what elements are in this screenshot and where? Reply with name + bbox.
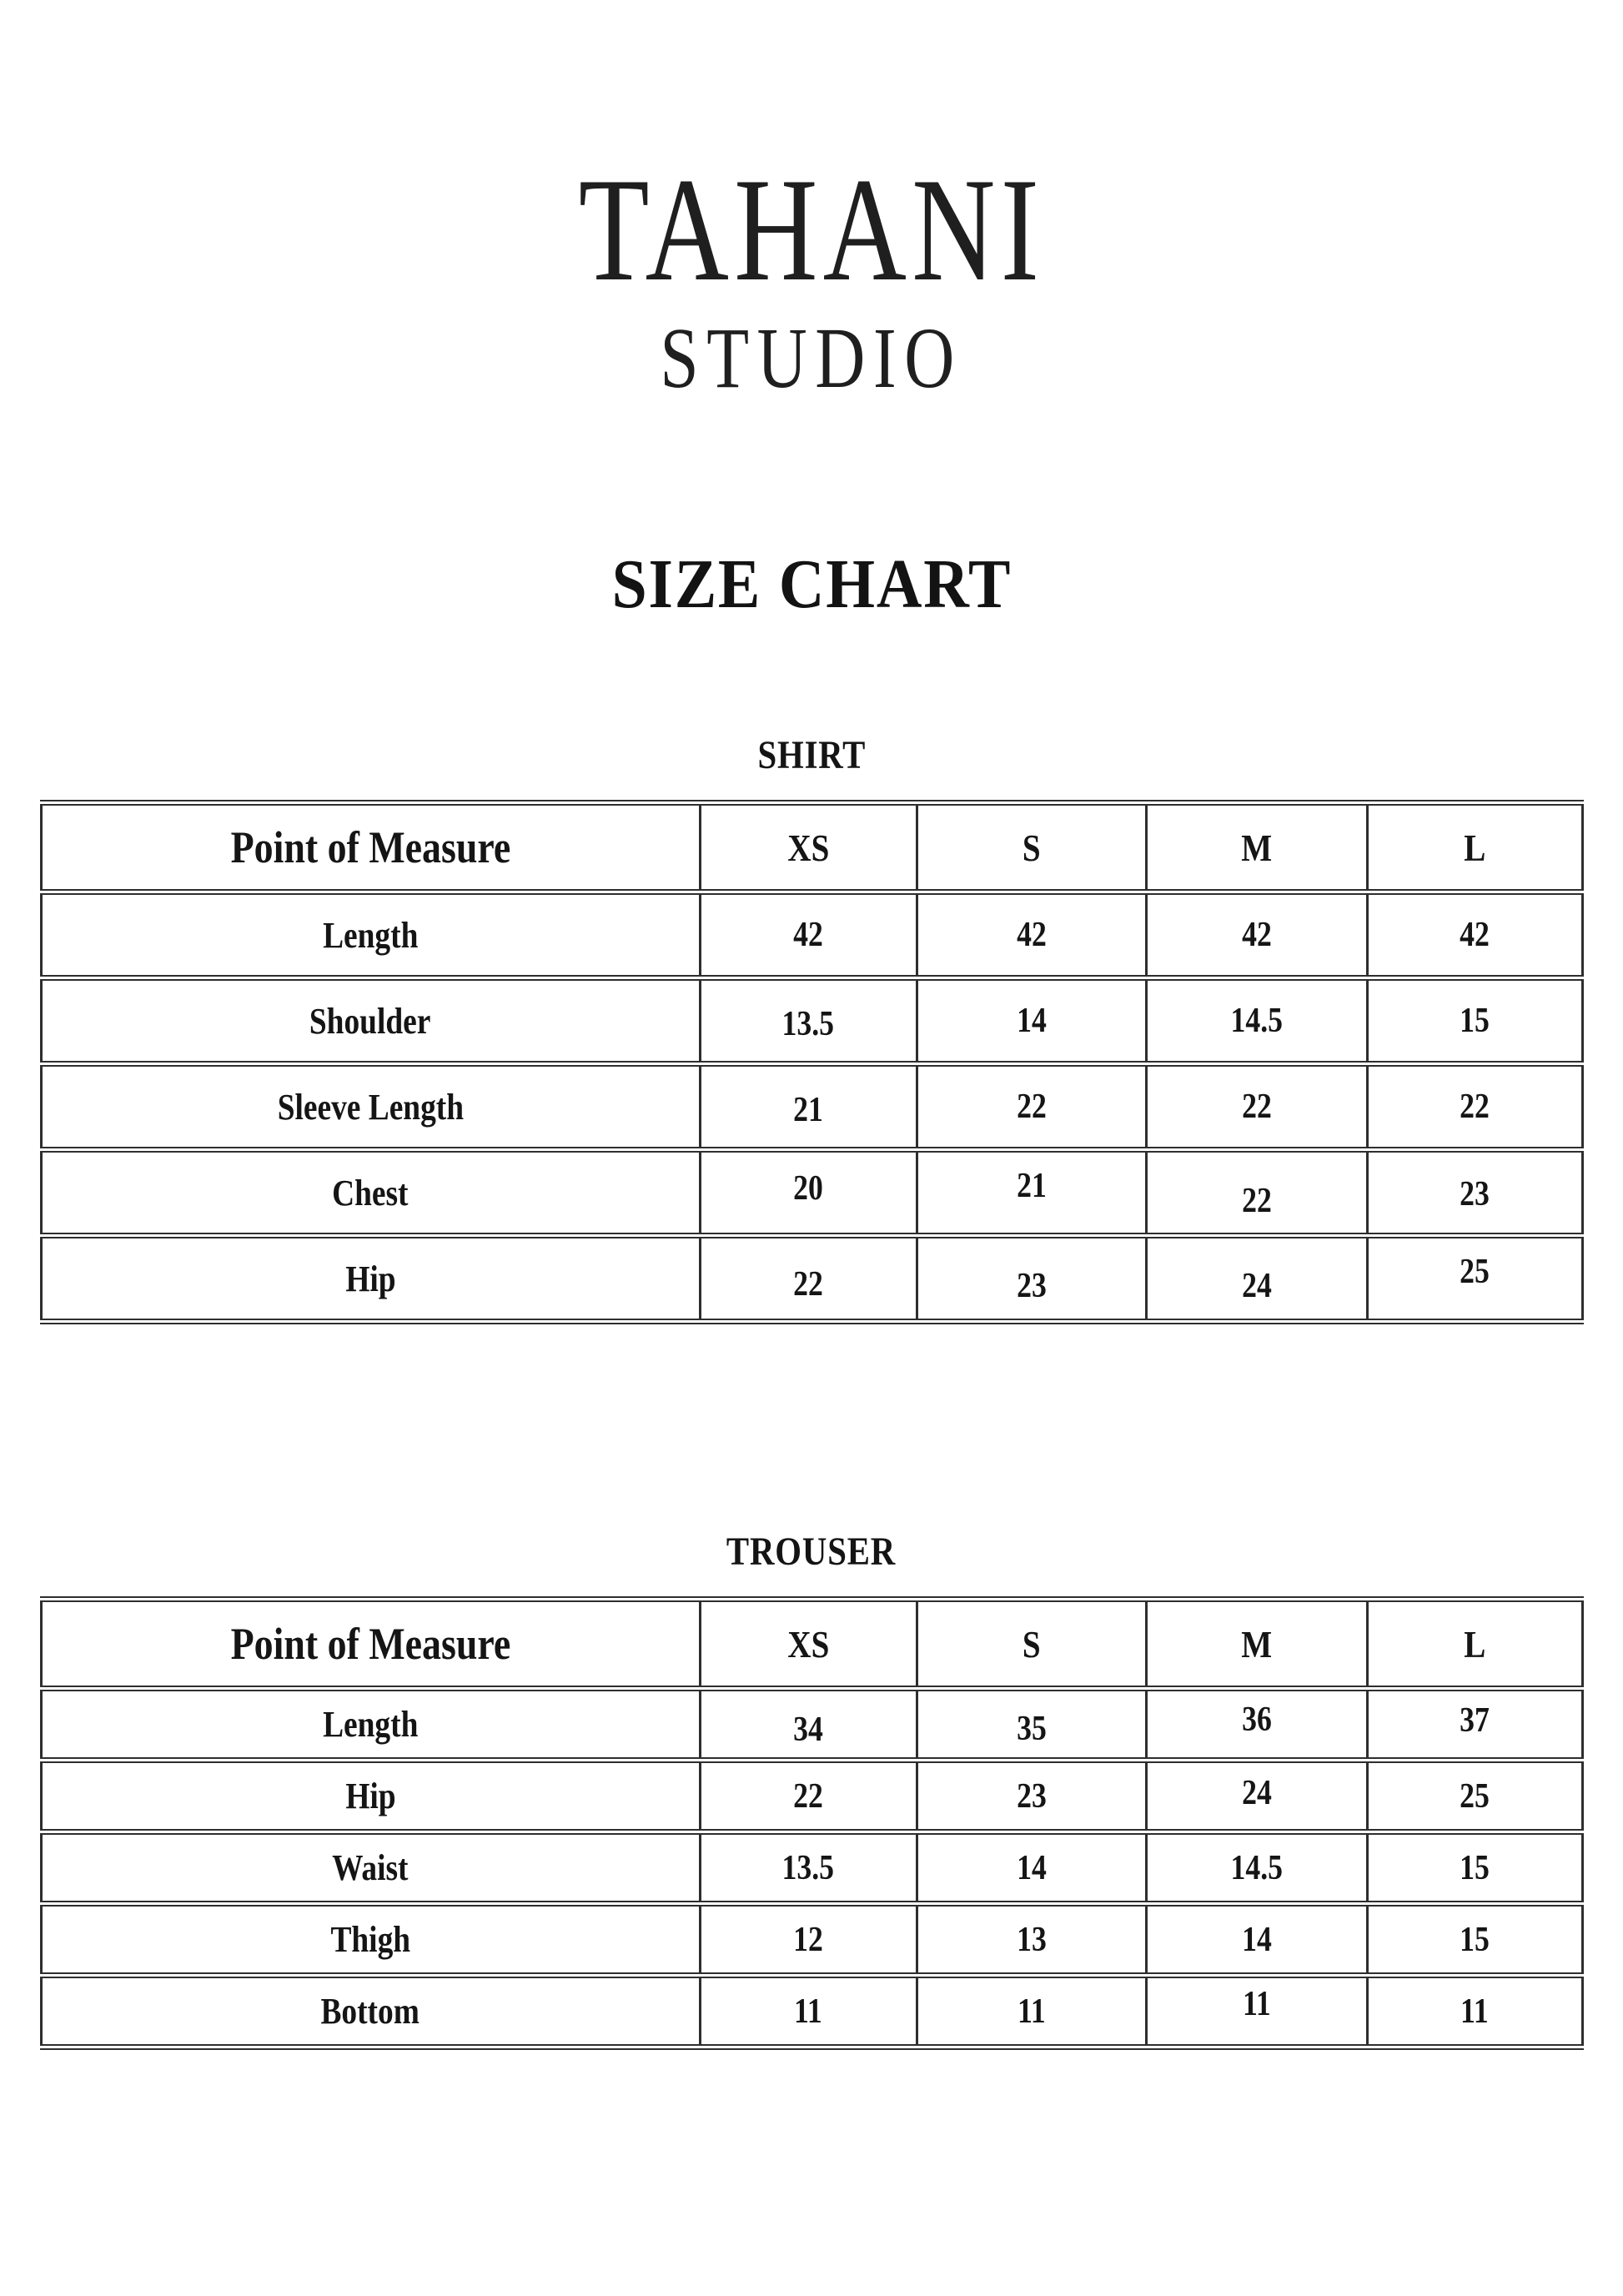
shirt-section <box>0 732 1623 1324</box>
value-cell: 14.5 <box>1146 1832 1367 1904</box>
value-cell: 22 <box>1367 1064 1582 1150</box>
measure-label: Length <box>41 1689 700 1761</box>
table-row-bottom <box>41 1976 1582 2047</box>
table-row-chest <box>41 1150 1582 1236</box>
value-cell: 23 <box>1367 1150 1582 1236</box>
value-cell: 21 <box>700 1064 917 1150</box>
value-cell: 36 <box>1146 1689 1367 1761</box>
shirt-header-size-xs: XS <box>700 803 917 892</box>
value-cell: 25 <box>1367 1761 1582 1832</box>
shirt-size-table <box>40 800 1584 1324</box>
measure-label: Length <box>41 892 700 978</box>
value-cell: 35 <box>917 1689 1146 1761</box>
trouser-size-table <box>40 1596 1584 2050</box>
shirt-section-title-text: SHIRT <box>757 733 866 777</box>
trouser-header-point-of-measure: Point of Measure <box>41 1600 700 1689</box>
value-cell: 14 <box>1146 1904 1367 1976</box>
value-cell: 13.5 <box>700 1832 917 1904</box>
measure-label: Waist <box>41 1832 700 1904</box>
value-cell: 24 <box>1146 1236 1367 1322</box>
value-cell: 12 <box>700 1904 917 1976</box>
table-row-thigh <box>41 1904 1582 1976</box>
trouser-header-size-xs: XS <box>700 1600 917 1689</box>
brand-subtitle <box>0 310 1623 406</box>
brand-subtitle-text: STUDIO <box>660 310 963 406</box>
page-title-text: SIZE CHART <box>611 545 1012 623</box>
value-cell: 23 <box>917 1761 1146 1832</box>
value-cell: 11 <box>917 1976 1146 2047</box>
measure-label: Chest <box>41 1150 700 1236</box>
value-cell: 25 <box>1367 1236 1582 1322</box>
measure-label: Thigh <box>41 1904 700 1976</box>
trouser-header-row <box>41 1600 1582 1689</box>
measure-label: Bottom <box>41 1976 700 2047</box>
shirt-header-size-l: L <box>1367 803 1582 892</box>
trouser-header-size-m: M <box>1146 1600 1367 1689</box>
value-cell: 15 <box>1367 1832 1582 1904</box>
value-cell: 22 <box>1146 1150 1367 1236</box>
shirt-section-title <box>0 732 1623 778</box>
page-title <box>0 544 1623 625</box>
trouser-section <box>0 1529 1623 2050</box>
table-row-sleeve-length <box>41 1064 1582 1150</box>
table-row-length <box>41 892 1582 978</box>
value-cell: 34 <box>700 1689 917 1761</box>
shirt-header-size-s: S <box>917 803 1146 892</box>
trouser-header-size-l: L <box>1367 1600 1582 1689</box>
shirt-header-row <box>41 803 1582 892</box>
brand-logo <box>0 147 1623 406</box>
table-row-hip <box>41 1761 1582 1832</box>
value-cell: 42 <box>1146 892 1367 978</box>
value-cell: 14 <box>917 978 1146 1064</box>
table-row-hip <box>41 1236 1582 1322</box>
table-row-length <box>41 1689 1582 1761</box>
brand-name <box>0 147 1623 312</box>
value-cell: 15 <box>1367 1904 1582 1976</box>
trouser-section-title <box>0 1529 1623 1575</box>
brand-name-text: TAHANI <box>578 147 1045 312</box>
trouser-section-title-text: TROUSER <box>726 1530 897 1574</box>
table-row-shoulder <box>41 978 1582 1064</box>
value-cell: 37 <box>1367 1689 1582 1761</box>
measure-label: Shoulder <box>41 978 700 1064</box>
value-cell: 42 <box>1367 892 1582 978</box>
measure-label: Sleeve Length <box>41 1064 700 1150</box>
value-cell: 15 <box>1367 978 1582 1064</box>
measure-label: Hip <box>41 1236 700 1322</box>
trouser-header-size-s: S <box>917 1600 1146 1689</box>
value-cell: 14 <box>917 1832 1146 1904</box>
value-cell: 14.5 <box>1146 978 1367 1064</box>
value-cell: 22 <box>700 1236 917 1322</box>
value-cell: 20 <box>700 1150 917 1236</box>
value-cell: 22 <box>917 1064 1146 1150</box>
table-row-waist <box>41 1832 1582 1904</box>
measure-label: Hip <box>41 1761 700 1832</box>
shirt-header-point-of-measure: Point of Measure <box>41 803 700 892</box>
value-cell: 11 <box>700 1976 917 2047</box>
value-cell: 13.5 <box>700 978 917 1064</box>
value-cell: 22 <box>1146 1064 1367 1150</box>
value-cell: 21 <box>917 1150 1146 1236</box>
value-cell: 11 <box>1146 1976 1367 2047</box>
value-cell: 23 <box>917 1236 1146 1322</box>
value-cell: 13 <box>917 1904 1146 1976</box>
value-cell: 24 <box>1146 1761 1367 1832</box>
shirt-header-size-m: M <box>1146 803 1367 892</box>
value-cell: 22 <box>700 1761 917 1832</box>
value-cell: 42 <box>917 892 1146 978</box>
value-cell: 42 <box>700 892 917 978</box>
value-cell: 11 <box>1367 1976 1582 2047</box>
